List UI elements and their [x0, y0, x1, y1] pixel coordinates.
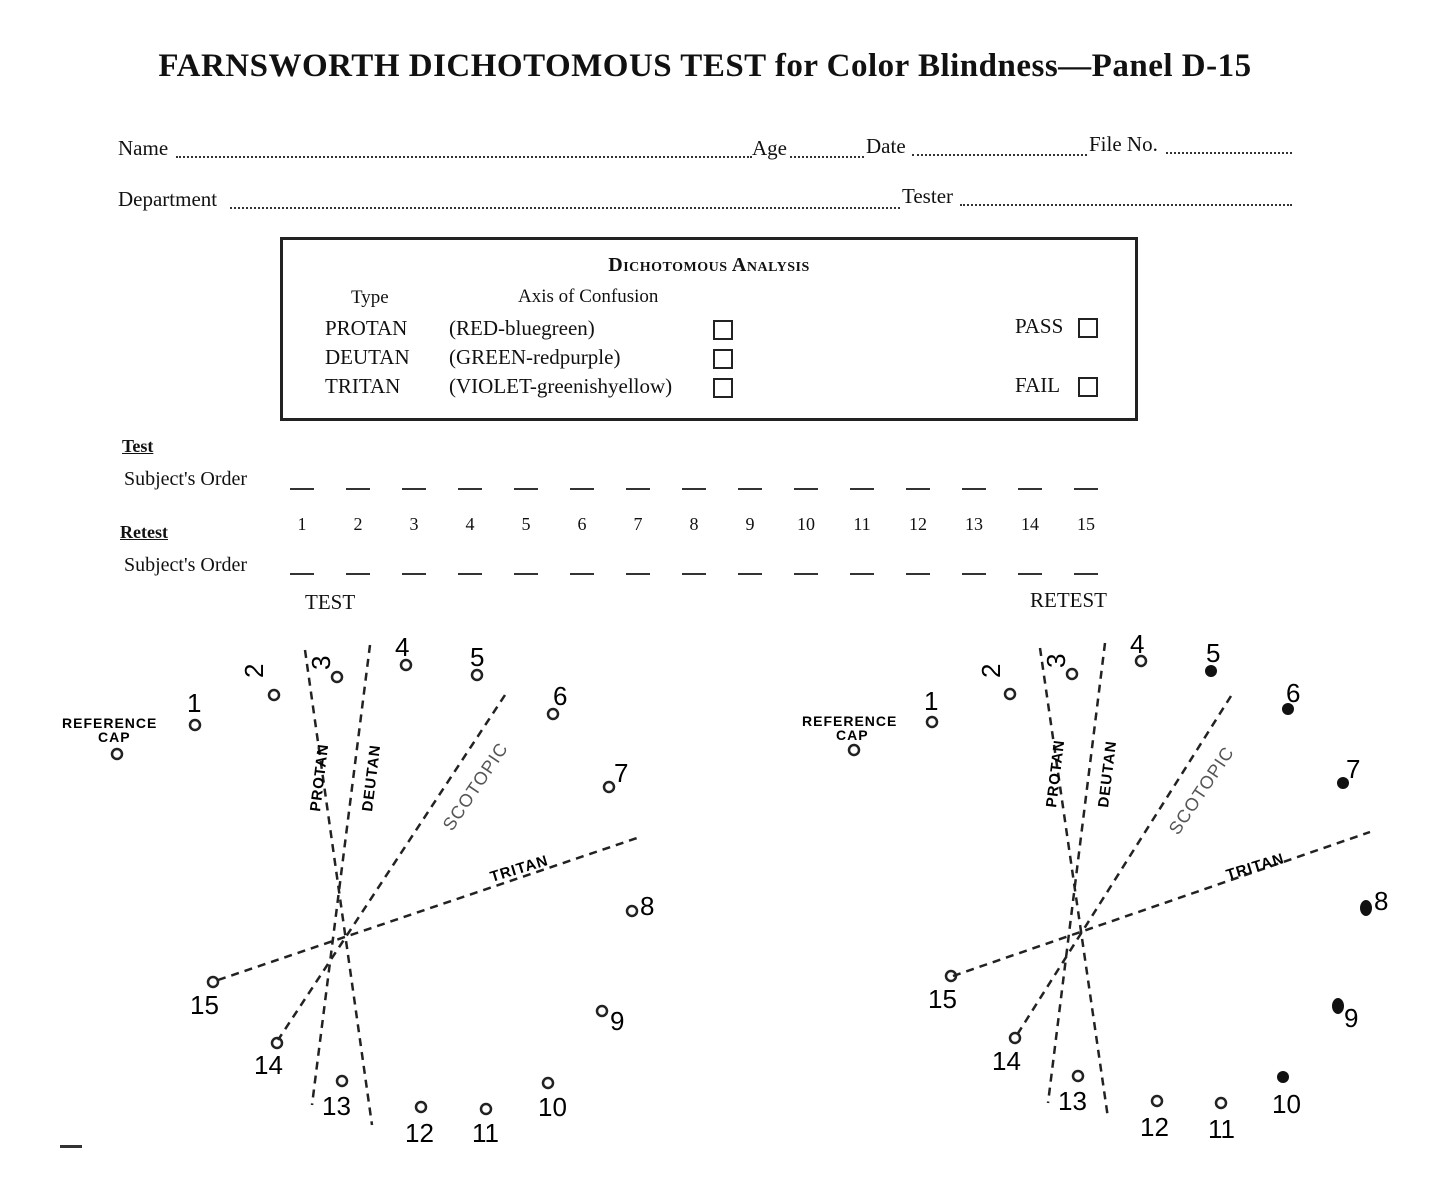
test-scotopic-label: SCOTOPIC — [438, 738, 513, 835]
order-number-7: 7 — [633, 514, 643, 534]
retest-cap-number-5: 5 — [1206, 638, 1221, 668]
test-order-blank-1[interactable] — [290, 488, 314, 490]
tester-field[interactable] — [960, 204, 1292, 206]
age-label: Age — [752, 136, 787, 160]
order-number-8: 8 — [689, 514, 699, 534]
protan-axis: (RED-bluegreen) — [449, 316, 595, 340]
tritan-checkbox[interactable] — [713, 378, 733, 398]
test-cap-number-7: 7 — [614, 758, 629, 788]
test-cap-number-3: 3 — [306, 655, 336, 670]
test-cap-7 — [604, 782, 614, 792]
retest-protan-axis-line — [1040, 648, 1108, 1118]
order-number-3: 3 — [409, 514, 419, 534]
retest-order-blank-6[interactable] — [570, 573, 594, 575]
retest-cap-10 — [1277, 1071, 1289, 1083]
test-cap-number-8: 8 — [640, 891, 655, 921]
retest-scotopic-axis-line — [1015, 696, 1231, 1038]
retest-order-blank-14[interactable] — [1018, 573, 1042, 575]
page-title: FARNSWORTH DICHOTOMOUS TEST for Color Blindness—Panel D-15 — [158, 48, 1252, 84]
retest-cap-12 — [1152, 1096, 1162, 1106]
retest-order-blank-3[interactable] — [402, 573, 426, 575]
test-cap-3 — [332, 672, 342, 682]
retest-cap-number-12: 12 — [1140, 1112, 1169, 1142]
protan-type: PROTAN — [325, 316, 408, 340]
analysis-title: Dichotomous Analysis — [608, 254, 810, 276]
protan-checkbox[interactable] — [713, 320, 733, 340]
retest-cap-11 — [1216, 1098, 1226, 1108]
deutan-axis: (GREEN-redpurple) — [449, 345, 621, 369]
test-order-blank-14[interactable] — [1018, 488, 1042, 490]
retest-diagram — [738, 598, 1438, 1158]
test-cap-number-4: 4 — [395, 632, 410, 662]
test-tritan-axis-line — [218, 837, 640, 980]
retest-cap-number-4: 4 — [1130, 629, 1145, 659]
test-order-blank-6[interactable] — [570, 488, 594, 490]
test-cap-number-10: 10 — [538, 1092, 567, 1122]
retest-cap-number-2: 2 — [976, 663, 1006, 678]
test-diagram — [0, 600, 720, 1160]
department-label: Department — [118, 187, 218, 211]
test-order-blank-3[interactable] — [402, 488, 426, 490]
test-cap-number-13: 13 — [322, 1091, 351, 1121]
type-header: Type — [351, 287, 389, 308]
deutan-checkbox[interactable] — [713, 349, 733, 369]
test-cap-13 — [337, 1076, 347, 1086]
test-order-blank-12[interactable] — [906, 488, 930, 490]
test-cap-10 — [543, 1078, 553, 1088]
test-tritan-label: TRITAN — [488, 852, 551, 886]
test-order-blank-4[interactable] — [458, 488, 482, 490]
retest-reference-cap — [849, 745, 859, 755]
pass-label: PASS — [1015, 314, 1064, 338]
department-field[interactable] — [230, 207, 900, 209]
retest-cap-number-8: 8 — [1374, 886, 1389, 916]
order-number-5: 5 — [521, 514, 531, 534]
order-number-6: 6 — [577, 514, 587, 534]
name-label: Name — [118, 136, 169, 160]
test-order-blank-5[interactable] — [514, 488, 538, 490]
retest-cap-14 — [1010, 1033, 1020, 1043]
test-reference-cap — [112, 749, 122, 759]
deutan-type: DEUTAN — [325, 345, 410, 369]
name-field[interactable] — [176, 156, 752, 158]
test-subject-order-label: Subject's Order — [124, 468, 248, 490]
retest-order-blank-4[interactable] — [458, 573, 482, 575]
axis-header: Axis of Confusion — [518, 286, 659, 307]
order-number-13: 13 — [965, 514, 983, 534]
retest-cap-2 — [1005, 689, 1015, 699]
retest-protan-label: PROTAN — [1043, 738, 1069, 809]
retest-cap-number-10: 10 — [1272, 1089, 1301, 1119]
retest-cap-number-14: 14 — [992, 1046, 1021, 1076]
file-number-label: File No. — [1089, 132, 1158, 156]
retest-cap-13 — [1073, 1071, 1083, 1081]
tritan-axis: (VIOLET-greenishyellow) — [449, 374, 673, 398]
retest-order-blank-8[interactable] — [682, 573, 706, 575]
retest-cap-9 — [1332, 998, 1344, 1014]
file-number-field[interactable] — [1166, 152, 1292, 154]
test-cap-number-14: 14 — [254, 1050, 283, 1080]
test-cap-number-15: 15 — [190, 990, 219, 1020]
retest-scotopic-label: SCOTOPIC — [1164, 742, 1239, 839]
order-number-9: 9 — [745, 514, 755, 534]
order-number-15: 15 — [1077, 514, 1095, 534]
retest-deutan-label: DEUTAN — [1095, 739, 1121, 809]
test-cap-2 — [269, 690, 279, 700]
retest-subject-order-label: Subject's Order — [124, 554, 248, 576]
test-order-blank-11[interactable] — [850, 488, 874, 490]
test-order-blank-15[interactable] — [1074, 488, 1098, 490]
test-order-blank-8[interactable] — [682, 488, 706, 490]
test-cap-number-6: 6 — [553, 681, 568, 711]
retest-order-blank-9[interactable] — [738, 573, 762, 575]
retest-order-blank-15[interactable] — [1074, 573, 1098, 575]
retest-cap-number-6: 6 — [1286, 678, 1301, 708]
test-cap-number-9: 9 — [610, 1006, 625, 1036]
test-cap-number-1: 1 — [187, 688, 202, 718]
test-cap-14 — [272, 1038, 282, 1048]
retest-cap-number-3: 3 — [1041, 653, 1071, 668]
test-protan-label: PROTAN — [307, 742, 333, 813]
retest-cap-number-9: 9 — [1344, 1003, 1359, 1033]
test-cap-number-5: 5 — [470, 642, 485, 672]
order-number-11: 11 — [853, 514, 871, 534]
dichotomous-analysis-box — [280, 237, 1138, 421]
test-deutan-axis-line — [312, 645, 370, 1105]
tritan-type: TRITAN — [325, 374, 401, 398]
retest-cap-label: CAP — [836, 727, 869, 743]
retest-cap-number-11: 11 — [1208, 1114, 1235, 1144]
test-cap-8 — [627, 906, 637, 916]
test-cap-number-12: 12 — [405, 1118, 434, 1148]
test-diagram-title: TEST — [305, 590, 356, 614]
fail-label: FAIL — [1015, 373, 1061, 397]
test-section-label: Test — [122, 436, 154, 456]
test-cap-label: CAP — [98, 729, 131, 745]
stray-mark — [60, 1145, 82, 1148]
test-order-blank-7[interactable] — [626, 488, 650, 490]
tester-label: Tester — [902, 184, 954, 208]
age-field[interactable] — [790, 156, 864, 158]
test-scotopic-axis-line — [278, 695, 505, 1040]
test-cap-11 — [481, 1104, 491, 1114]
test-deutan-label: DEUTAN — [359, 743, 385, 813]
test-cap-number-11: 11 — [472, 1118, 499, 1148]
retest-order-blank-13[interactable] — [962, 573, 986, 575]
retest-tritan-label: TRITAN — [1224, 850, 1287, 884]
test-order-blank-2[interactable] — [346, 488, 370, 490]
retest-order-blank-10[interactable] — [794, 573, 818, 575]
retest-cap-1 — [927, 717, 937, 727]
order-number-14: 14 — [1021, 514, 1039, 534]
retest-cap-8 — [1360, 900, 1372, 916]
test-cap-number-2: 2 — [239, 663, 269, 678]
fail-checkbox[interactable] — [1078, 377, 1098, 397]
retest-tritan-axis-line — [953, 832, 1370, 976]
date-field[interactable] — [912, 154, 1087, 156]
test-reference-label: REFERENCE — [62, 715, 158, 731]
test-order-blank-13[interactable] — [962, 488, 986, 490]
retest-order-blank-12[interactable] — [906, 573, 930, 575]
retest-section-label: Retest — [120, 522, 168, 542]
retest-order-blank-11[interactable] — [850, 573, 874, 575]
retest-cap-number-7: 7 — [1346, 754, 1361, 784]
test-order-blank-10[interactable] — [794, 488, 818, 490]
retest-cap-number-13: 13 — [1058, 1086, 1087, 1116]
order-number-2: 2 — [353, 514, 363, 534]
retest-cap-number-1: 1 — [924, 686, 939, 716]
retest-diagram-title: RETEST — [1030, 588, 1107, 612]
order-number-12: 12 — [909, 514, 927, 534]
test-cap-12 — [416, 1102, 426, 1112]
test-cap-15 — [208, 977, 218, 987]
order-number-4: 4 — [465, 514, 475, 534]
retest-order-blank-5[interactable] — [514, 573, 538, 575]
date-label: Date — [866, 134, 906, 158]
retest-cap-number-15: 15 — [928, 984, 957, 1014]
test-cap-9 — [597, 1006, 607, 1016]
test-order-blank-9[interactable] — [738, 488, 762, 490]
test-cap-1 — [190, 720, 200, 730]
retest-order-blank-7[interactable] — [626, 573, 650, 575]
order-number-1: 1 — [297, 514, 307, 534]
order-number-10: 10 — [797, 514, 815, 534]
retest-cap-3 — [1067, 669, 1077, 679]
retest-order-blank-2[interactable] — [346, 573, 370, 575]
pass-checkbox[interactable] — [1078, 318, 1098, 338]
retest-reference-label: REFERENCE — [802, 713, 898, 729]
retest-order-blank-1[interactable] — [290, 573, 314, 575]
retest-deutan-axis-line — [1048, 643, 1105, 1103]
